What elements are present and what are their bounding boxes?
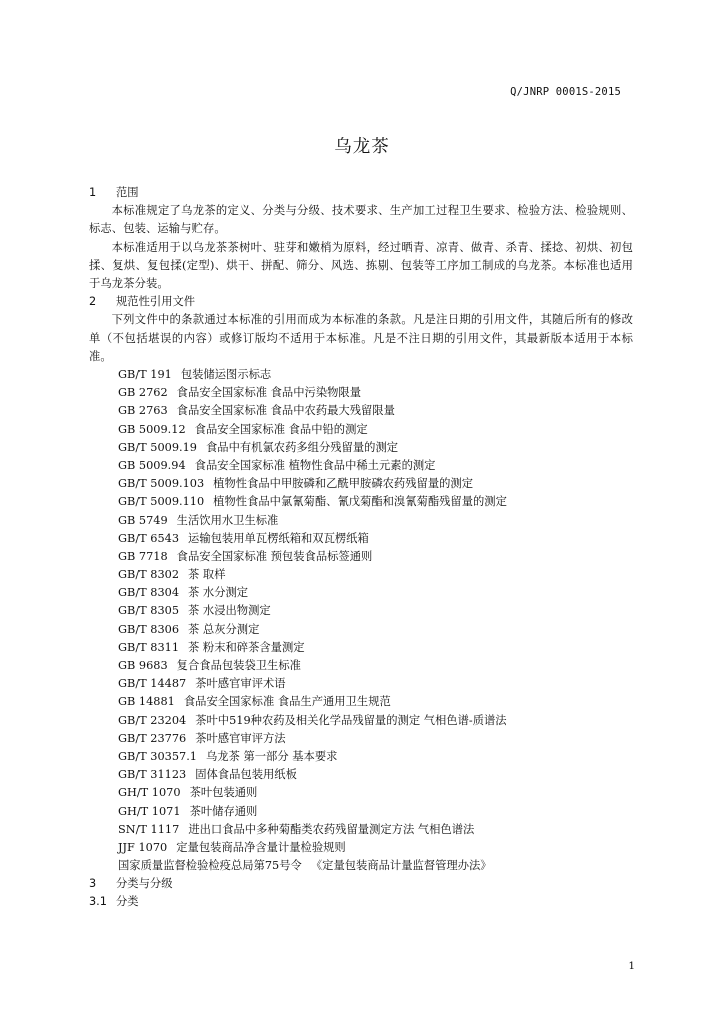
reference-title: 茶 粉末和碎茶含量测定 (188, 640, 305, 654)
reference-item (89, 530, 633, 548)
subsection-heading-classification (89, 893, 633, 911)
reference-item (89, 457, 633, 475)
reference-title: 定量包装商品净含量计量检验规则 (176, 840, 346, 854)
reference-item (89, 512, 633, 530)
reference-item (89, 475, 633, 493)
reference-title: 茶 水浸出物测定 (188, 604, 271, 618)
reference-item (89, 602, 633, 620)
reference-item (89, 730, 633, 748)
reference-item (89, 366, 633, 384)
page-number: 1 (628, 960, 635, 972)
reference-code: GB/T 6543 (118, 531, 180, 545)
reference-item (89, 402, 633, 420)
document-body (89, 184, 633, 912)
section-title: 规范性引用文件 (116, 295, 196, 309)
reference-item (89, 675, 633, 693)
reference-title: 茶叶储存通则 (189, 804, 258, 818)
reference-item (89, 639, 633, 657)
reference-title: 食品安全国家标准 食品中污染物限量 (176, 386, 362, 400)
section-title: 范围 (116, 186, 139, 199)
reference-code: GB/T 5009.19 (118, 440, 197, 454)
reference-title: 包装储运图示标志 (180, 368, 272, 381)
reference-item (89, 748, 633, 766)
reference-code: GB 14881 (118, 695, 175, 709)
reference-title: 茶叶中519种农药及相关化学品残留量的测定 气相色谱-质谱法 (195, 713, 507, 727)
reference-title: 食品安全国家标准 食品生产通用卫生规范 (183, 695, 391, 709)
reference-code: GB/T 8305 (118, 604, 180, 618)
section-number: 2 (89, 295, 97, 309)
reference-list (89, 366, 633, 875)
reference-title: 复合食品包装袋卫生标准 (176, 659, 301, 672)
reference-title: 食品安全国家标准 预包装食品标签通则 (176, 549, 373, 563)
reference-item (89, 712, 633, 730)
reference-item (89, 566, 633, 584)
reference-item (89, 857, 633, 875)
reference-code: GB/T 5009.103 (118, 477, 205, 491)
reference-title: 运输包装用单瓦楞纸箱和双瓦楞纸箱 (188, 531, 369, 545)
reference-item (89, 693, 633, 711)
section-title: 分类与分级 (116, 877, 173, 891)
reference-code: GB 7718 (118, 549, 168, 563)
reference-item (89, 621, 633, 639)
reference-title: 进出口食品中多种菊酯类农药残留量测定方法 气相色谱法 (188, 822, 475, 836)
reference-title: 生活饮用水卫生标准 (176, 513, 279, 527)
section-title: 分类 (116, 895, 139, 909)
section-heading-normative-refs (89, 293, 633, 311)
document-code: Q/JNRP 0001S-2015 (510, 86, 621, 98)
reference-title: 食品安全国家标准 植物性食品中稀土元素的测定 (194, 458, 436, 472)
reference-item (89, 766, 633, 784)
reference-item (89, 493, 633, 511)
reference-code: GB 2763 (118, 404, 168, 418)
reference-code: GB/T 5009.110 (118, 495, 205, 509)
reference-title: 茶 总灰分测定 (188, 622, 260, 636)
reference-code: GB/T 8302 (118, 568, 180, 582)
reference-code: JJF 1070 (118, 840, 168, 854)
reference-code: GB/T 31123 (118, 768, 187, 782)
reference-code: GB/T 23776 (118, 731, 187, 745)
reference-code: GB/T 30357.1 (118, 749, 197, 763)
reference-title: 茶 取样 (188, 568, 226, 582)
reference-code: GB/T 8304 (118, 586, 180, 600)
reference-code: GB 2762 (118, 386, 168, 400)
reference-code: GB 5009.12 (118, 422, 186, 436)
reference-item (89, 548, 633, 566)
reference-title: 乌龙茶 第一部分 基本要求 (205, 749, 338, 763)
reference-title: 茶 水分测定 (188, 586, 249, 600)
reference-item (89, 584, 633, 602)
document-title: 乌龙茶 (334, 137, 390, 157)
scope-paragraph-2: 本标准适用于以乌龙茶茶树叶、驻芽和嫩梢为原料，经过晒青、凉青、做青、杀青、揉捻、初烘、初包揉、复烘、复包揉(定型)、烘干、拼配、筛分、风选、拣剔、包装等工序加工制成的乌龙茶。本标准也适用于乌龙茶分装。 (89, 240, 633, 290)
section-heading-scope (89, 184, 633, 202)
reference-item (89, 803, 633, 821)
reference-title: 茶叶包装通则 (189, 786, 258, 800)
reference-code: GB 5749 (118, 513, 168, 527)
section-number: 3.1 (89, 895, 107, 909)
section-number: 1 (89, 186, 97, 199)
reference-code: 国家质量监督检验检疫总局第75号令 (118, 859, 302, 873)
reference-title: 茶叶感官审评术语 (195, 677, 286, 691)
scope-paragraph-1: 本标准规定了乌龙茶的定义、分类与分级、技术要求、生产加工过程卫生要求、检验方法、检验规则、标志、包装、运输与贮存。 (89, 204, 633, 236)
reference-title: 食品安全国家标准 食品中铅的测定 (194, 422, 368, 436)
reference-item (89, 421, 633, 439)
reference-title: 植物性食品中氯氰菊酯、氰戊菊酯和溴氰菊酯残留量的测定 (213, 495, 507, 509)
reference-code: GB/T 8311 (118, 640, 180, 654)
reference-code: GB/T 8306 (118, 622, 180, 636)
section-number: 3 (89, 877, 97, 891)
reference-code: SN/T 1117 (118, 822, 180, 836)
reference-title: 茶叶感官审评方法 (195, 731, 286, 745)
reference-code: GB 5009.94 (118, 458, 186, 472)
section-heading-classification (89, 875, 633, 893)
reference-title: 固体食品包装用纸板 (195, 768, 297, 782)
reference-item (89, 657, 633, 675)
reference-code: GH/T 1070 (118, 786, 181, 800)
reference-item (89, 439, 633, 457)
reference-code: GB/T 191 (118, 368, 172, 381)
reference-item (89, 839, 633, 857)
reference-code: GB/T 23204 (118, 713, 187, 727)
reference-title: 植物性食品中甲胺磷和乙酰甲胺磷农药残留量的测定 (213, 477, 474, 491)
reference-item (89, 821, 633, 839)
reference-title: 《定量包装商品计量监督管理办法》 (310, 859, 492, 873)
reference-item (89, 384, 633, 402)
reference-title: 食品中有机氯农药多组分残留量的测定 (205, 440, 399, 454)
reference-code: GB/T 14487 (118, 677, 187, 691)
reference-code: GH/T 1071 (118, 804, 181, 818)
normative-refs-paragraph: 下列文件中的条款通过本标准的引用而成为本标准的条款。凡是注日期的引用文件，其随后所有的修改单（不包括堪误的内容）或修订版均不适用于本标准。凡是不注日期的引用文件，其最新版本适用于本标准。 (89, 313, 633, 363)
reference-title: 食品安全国家标准 食品中农药最大残留限量 (176, 404, 395, 418)
reference-item (89, 784, 633, 802)
reference-code: GB 9683 (118, 659, 168, 672)
